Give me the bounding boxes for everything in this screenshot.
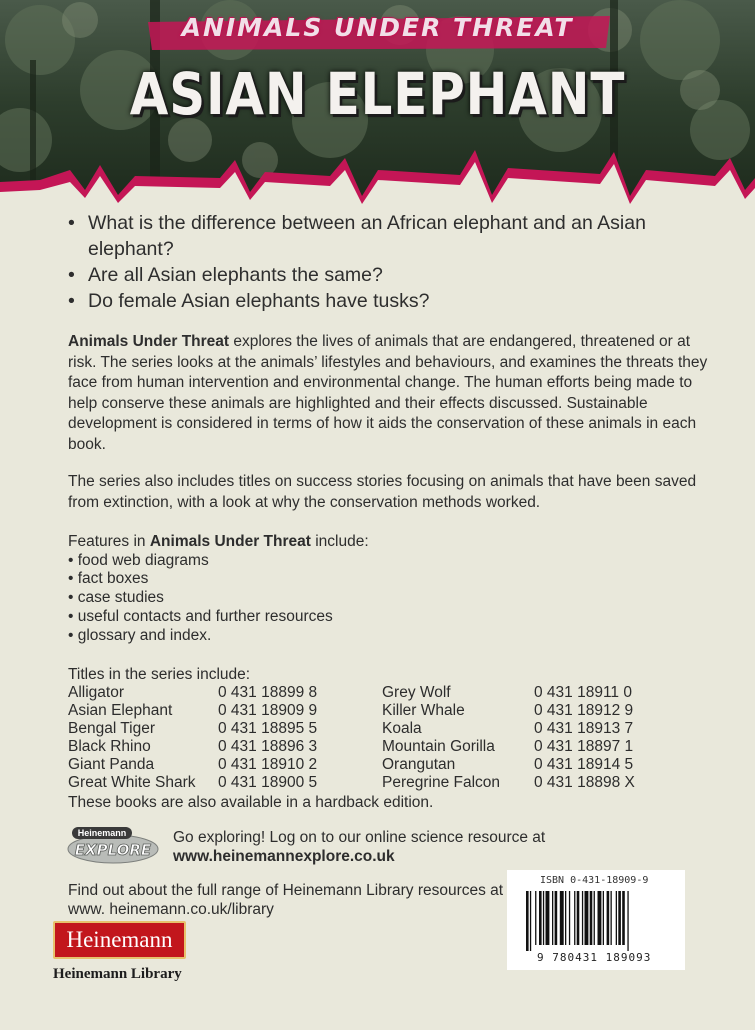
title-isbn: 0 431 18896 3 (218, 738, 318, 755)
title-name: Killer Whale (382, 702, 465, 719)
library-info (68, 882, 503, 919)
barcode-bar (585, 891, 589, 945)
barcode-bar (607, 891, 610, 945)
heinemann-logo (53, 921, 186, 959)
explore-url-link[interactable]: www.heinemannexplore.co.uk (173, 848, 395, 865)
imprint-name: Heinemann Library (53, 966, 182, 982)
title-name: Great White Shark (68, 774, 196, 791)
title-name: Orangutan (382, 756, 456, 773)
barcode-bar (574, 891, 575, 945)
barcode-number: 9 780431 189093 (537, 951, 652, 964)
barcode-bar (569, 891, 570, 945)
book-title: ASIAN ELEPHANT (129, 60, 626, 128)
barcode-bar (618, 891, 621, 945)
question-item: • What is the difference between an African elephant and an Asian elephant? (68, 210, 708, 262)
library-url-link[interactable]: www. heinemann.co.uk/library (68, 900, 274, 918)
barcode-bar (577, 891, 580, 945)
series-description (68, 332, 708, 455)
barcode-bar (594, 891, 595, 945)
title-isbn: 0 431 18914 5 (534, 756, 634, 773)
barcode-bar (535, 891, 536, 945)
question-item: • Do female Asian elephants have tusks? (68, 288, 708, 314)
hardback-note: These books are also available in a hardback edition. (68, 794, 434, 811)
barcode-bar (552, 891, 553, 945)
barcode-bar (530, 891, 531, 951)
title-isbn: 0 431 18910 2 (218, 756, 318, 773)
barcode-bars (512, 889, 680, 951)
barcode-bar (603, 891, 604, 945)
description-body: explores the lives of animals that are endangered, threatened or at risk. The series looks at the animals’ lifestyles and behaviours, and examines the threats they face from human intervention and environmental change. The human efforts being made to help conserve these animals are highlighted and their effects discussed. Sustainable development is considered in terms of how it aids the conservation of these animals in each book. (68, 333, 708, 453)
title-name: Black Rhino (68, 738, 151, 755)
barcode-bar (627, 891, 628, 951)
title-isbn: 0 431 18898 X (534, 774, 635, 791)
isbn-label: ISBN 0-431-18909-9 (540, 875, 649, 886)
barcode-bar (582, 891, 583, 945)
question-list (68, 210, 708, 314)
barcode-bar (560, 891, 564, 945)
explore-logo-top: Heinemann (77, 828, 127, 838)
barcode-bar (565, 891, 566, 945)
title-name: Bengal Tiger (68, 720, 156, 737)
barcode-bar (611, 891, 612, 945)
title-name: Koala (382, 720, 422, 737)
question-item: • Are all Asian elephants the same? (68, 262, 708, 288)
barcode-bar (622, 891, 625, 945)
feature-item: • case studies (68, 589, 164, 607)
explore-logo-main: EXPLORE (74, 841, 152, 859)
heinemann-explore-logo (66, 825, 161, 865)
barcode-bar (526, 891, 529, 951)
title-isbn: 0 431 18913 7 (534, 720, 634, 737)
title-isbn: 0 431 18909 9 (218, 702, 318, 719)
feature-item: • glossary and index. (68, 626, 212, 644)
title-isbn: 0 431 18911 0 (534, 684, 632, 701)
titles-heading: Titles in the series include: (68, 666, 251, 683)
features-intro-end: include: (310, 533, 369, 550)
title-isbn: 0 431 18912 9 (534, 702, 634, 719)
series-note: The series also includes titles on success stories focusing on animals that have been saved from extinction, with a look at why the conservation methods worked. (68, 473, 697, 511)
feature-item: • useful contacts and further resources (68, 607, 333, 625)
title-isbn: 0 431 18895 5 (218, 720, 318, 737)
library-line: Find out about the full range of Heinemann Library resources at (68, 882, 504, 899)
title-name: Asian Elephant (68, 702, 173, 719)
barcode-bar (555, 891, 558, 945)
title-name: Mountain Gorilla (382, 738, 495, 755)
feature-item: • food web diagrams (68, 551, 209, 569)
cover-header (0, 0, 755, 205)
barcode-bar (539, 891, 542, 945)
explore-line: Go exploring! Log on to our online science resource at (173, 829, 546, 846)
heinemann-logo-text: Heinemann (66, 927, 173, 952)
features-intro (68, 533, 668, 552)
explore-promo (173, 828, 545, 866)
title-name: Grey Wolf (382, 684, 451, 701)
title-name: Peregrine Falcon (382, 774, 501, 791)
series-title: ANIMALS UNDER THREAT (181, 13, 574, 42)
barcode-bar (543, 891, 544, 945)
feature-item: • fact boxes (68, 570, 149, 588)
title-name: Giant Panda (68, 756, 155, 773)
features-intro-text: Features in (68, 533, 150, 550)
features-list (68, 533, 668, 645)
barcode-bar (598, 891, 602, 945)
barcode-bar (616, 891, 617, 945)
title-name: Alligator (68, 684, 124, 701)
title-isbn: 0 431 18897 1 (534, 738, 634, 755)
features-intro-bold: Animals Under Threat (149, 533, 311, 550)
title-isbn: 0 431 18899 8 (218, 684, 318, 701)
series-name-bold: Animals Under Threat (68, 333, 230, 350)
barcode-bar (590, 891, 593, 945)
barcode-bar (546, 891, 550, 945)
title-isbn: 0 431 18900 5 (218, 774, 318, 791)
